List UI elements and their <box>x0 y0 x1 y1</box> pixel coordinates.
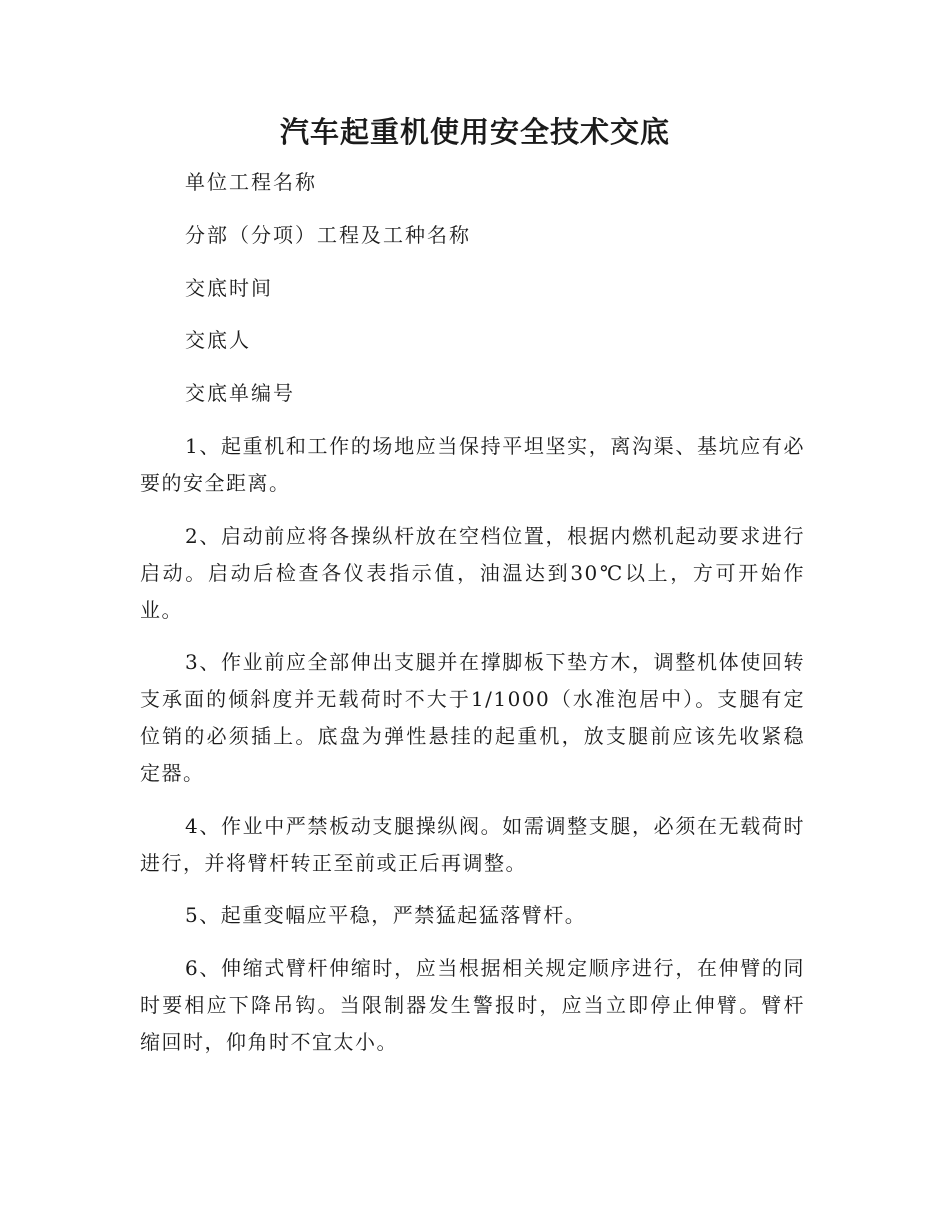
document-title: 汽车起重机使用安全技术交底 <box>279 115 670 149</box>
field-division-project-name: 分部（分项）工程及工种名称 <box>185 223 471 247</box>
field-briefing-time: 交底时间 <box>185 276 273 300</box>
field-unit-project-name: 单位工程名称 <box>185 170 317 194</box>
clause-4: 4、作业中严禁板动支腿操纵阀。如需调整支腿，必须在无载荷时进行，并将臂杆转正至前或正后再调整。 <box>140 814 805 875</box>
field-briefer: 交底人 <box>185 328 251 352</box>
clause-3: 3、作业前应全部伸出支腿并在撑脚板下垫方木，调整机体使回转支承面的倾斜度并无载荷时不大于1/1000（水准泡居中）。支腿有定位销的必须插上。底盘为弹性悬挂的起重机，放支腿前应该先收紧稳定器。 <box>140 650 805 785</box>
clause-2: 2、启动前应将各操纵杆放在空档位置，根据内燃机起动要求进行启动。启动后检查各仪表指示值，油温达到30℃以上，方可开始作业。 <box>140 524 805 622</box>
field-briefing-number: 交底单编号 <box>185 381 295 405</box>
clause-5: 5、起重变幅应平稳，严禁猛起猛落臂杆。 <box>185 903 587 927</box>
clause-6: 6、伸缩式臂杆伸缩时，应当根据相关规定顺序进行，在伸臂的同时要相应下降吊钩。当限制器发生警报时，应当立即停止伸臂。臂杆缩回时，仰角时不宜太小。 <box>140 956 805 1054</box>
clause-1: 1、起重机和工作的场地应当保持平坦坚实，离沟渠、基坑应有必要的安全距离。 <box>140 434 805 495</box>
